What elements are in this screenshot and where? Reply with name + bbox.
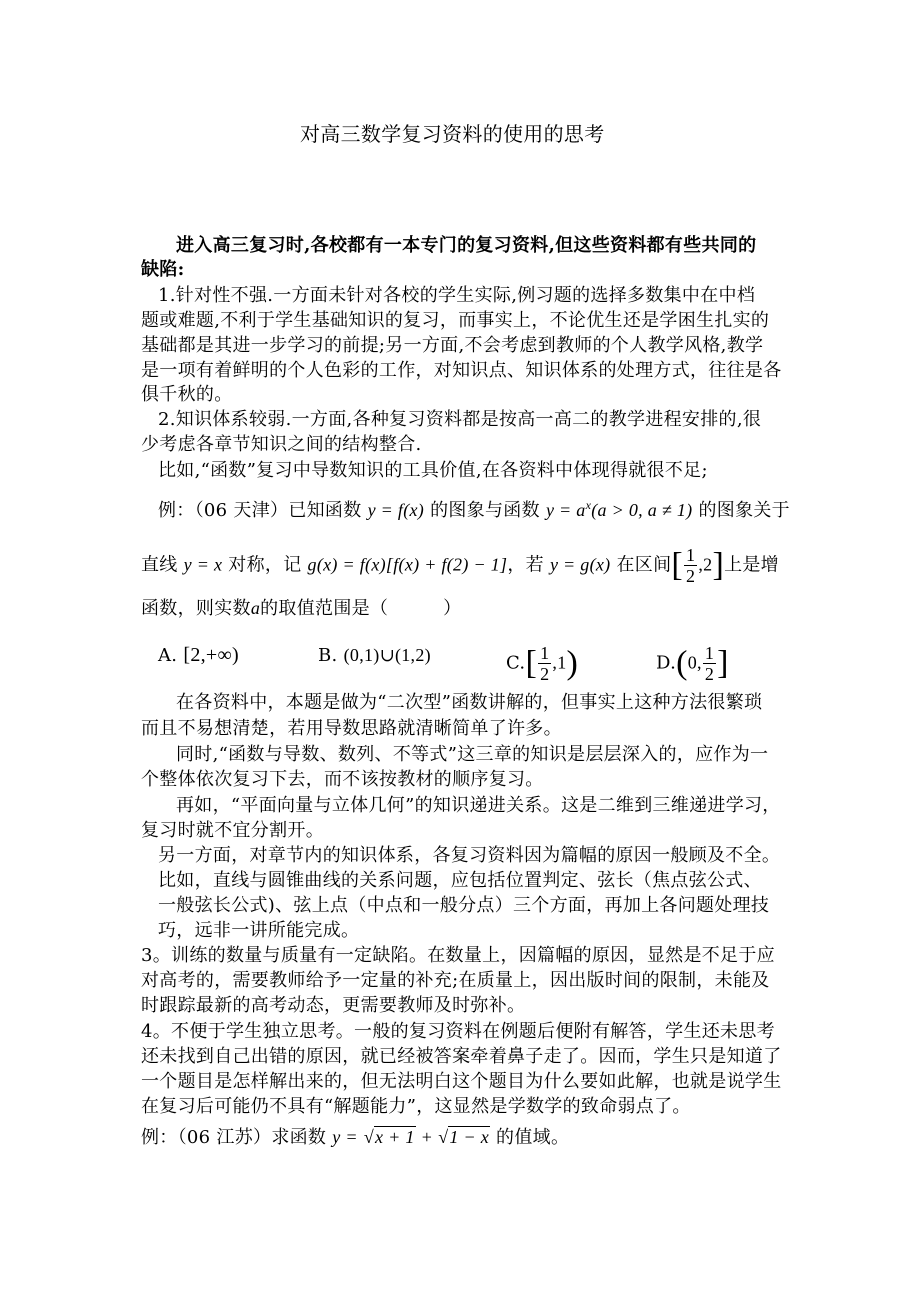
p6-line-2: 复习时就不宜分割开。	[141, 820, 324, 841]
sqrt-symbol-1: √	[363, 1127, 375, 1147]
option-d-bracket-left: (	[676, 644, 688, 682]
example-1-line-3	[141, 596, 461, 621]
math-a-exp	[546, 500, 591, 520]
math-a-exp-base: y = a	[545, 500, 586, 520]
example-1-text-i: 函数，则实数	[141, 598, 251, 619]
option-d-head: 0,	[687, 652, 702, 673]
fraction-num: 1	[686, 545, 696, 565]
option-d	[656, 643, 729, 684]
math-comma-2: ,2	[698, 554, 713, 575]
option-c-den: 2	[540, 664, 550, 684]
p3-line: 比如,“函数”复习中导数知识的工具价值,在各资料中体现得就很不足;	[158, 460, 708, 481]
math-cond: (a > 0, a ≠ 1)	[591, 500, 693, 520]
math-x-sup: x	[585, 498, 592, 512]
p9-line-1: 4。不便于学生独立思考。一般的复习资料在例题后便附有解答，学生还未思考	[141, 1021, 775, 1042]
math-sqrt-fn: y =	[332, 1127, 358, 1147]
option-c-bracket-right: )	[566, 644, 579, 682]
example-2-text-b: 的值域。	[496, 1127, 570, 1148]
p4-line-1: 在各资料中，本题是做为“二次型”函数讲解的，但事实上这种方法很繁琐	[176, 692, 763, 713]
bracket-right: ]	[712, 546, 725, 584]
option-c-bracket-left: [	[525, 644, 538, 682]
fraction-half	[684, 545, 697, 586]
p7-line-3: 一般弦长公式)、弦上点（中点和一般分点）三个方面，再加上各问题处理技	[158, 895, 770, 916]
math-var-a: a	[250, 598, 261, 618]
p9-line-2: 还未找到自己出错的原因，就已经被答案牵着鼻子走了。因而，学生只是知道了	[141, 1046, 782, 1067]
option-d-den: 2	[704, 664, 715, 684]
p1-line-2: 题或难题,不利于学生基础知识的复习，而事实上，不论优生还是学困生扎实的	[141, 310, 770, 331]
option-b-label: B.	[318, 645, 338, 666]
option-d-label: D.	[656, 652, 677, 674]
option-c-num: 1	[540, 643, 550, 663]
intro-line-1: 进入高三复习时,各校都有一本专门的复习资料,但这些资料都有些共同的	[176, 235, 757, 256]
p7-line-2: 比如，直线与圆锥曲线的关系问题，应包括位置判定、弦长（焦点弦公式、	[158, 870, 762, 891]
p7-line-1: 另一方面，对章节内的知识体系，各复习资料因为篇幅的原因一般顾及不全。	[158, 845, 781, 866]
option-b-value: (0,1)∪(1,2)	[343, 645, 431, 665]
option-c	[506, 643, 578, 684]
option-c-label: C.	[506, 652, 526, 674]
example-1-line-2	[141, 545, 779, 586]
option-d-fraction	[703, 643, 716, 684]
math-g-def: g(x) = f(x)[f(x) + f(2) − 1]	[307, 554, 508, 575]
p1-line-1: 1.针对性不强.一方面未针对各校的学生实际,例习题的选择多数集中在中档	[158, 285, 756, 306]
option-a-label: A.	[158, 645, 178, 666]
example-1-text-h: 上是增	[724, 554, 779, 576]
example-1-line-1	[158, 493, 790, 523]
intro-line-2: 缺陷:	[141, 259, 185, 280]
p4-line-2: 而且不易想清楚，若用导数思路就清晰简单了许多。	[141, 718, 562, 739]
example-1-text-e: 对称，记	[228, 554, 302, 576]
sqrt-symbol-2: √	[438, 1127, 449, 1147]
option-d-bracket-right: ]	[717, 644, 729, 682]
p2-line-1: 2.知识体系较弱.一方面,各种复习资料都是按高一高二的教学进程安排的,很	[158, 409, 762, 430]
p2-line-2: 少考虑各章节知识之间的结构整合.	[141, 434, 422, 455]
bracket-left: [	[671, 546, 684, 584]
p9-line-4: 在复习后可能仍不具有“解题能力”，这显然是学数学的致命弱点了。	[141, 1096, 691, 1117]
example-1-text-c: 的图象关于	[698, 500, 790, 521]
p1-line-5: 俱千秋的。	[141, 384, 233, 405]
option-b	[318, 643, 431, 668]
p9-line-3: 一个题目是怎样解出来的，但无法明白这个题目为什么要如此解，也就是说学生	[141, 1071, 782, 1092]
p1-line-3: 基础都是其进一步学习的前提;另一方面,不会考虑到教师的个人教学风格,教学	[141, 335, 764, 356]
p6-line-1: 再如，“平面向量与立体几何”的知识递进关系。这是二维到三维递进学习，	[176, 795, 781, 816]
p8-line-2: 对高考的，需要教师给予一定量的补充;在质量上，因出版时间的限制，未能及	[141, 970, 770, 991]
sqrt-radicand-2: 1 − x	[449, 1127, 490, 1147]
p5-line-2: 个整体依次复习下去，而不该按教材的顺序复习。	[141, 769, 544, 790]
example-2-line	[141, 1125, 569, 1150]
example-1-text-g: 在区间	[616, 554, 672, 576]
option-a	[158, 643, 239, 668]
example-1-text-a: 例：（06 天津）已知函数	[158, 500, 362, 521]
p7-line-4: 巧，远非一讲所能完成。	[158, 920, 360, 941]
example-2-text-a: 例：（06 江苏）求函数	[141, 1127, 327, 1148]
fraction-den: 2	[686, 566, 696, 586]
option-c-fraction	[538, 643, 551, 684]
example-1-text-j: 的取值范围是（ ）	[260, 598, 462, 619]
page-title: 对高三数学复习资料的使用的思考	[300, 122, 605, 146]
sqrt-radicand-1: x + 1	[375, 1127, 415, 1147]
math-f-def: y = f(x)	[367, 500, 425, 520]
option-c-tail: ,1	[552, 652, 567, 673]
math-y-eq-x: y = x	[183, 554, 223, 575]
option-d-num: 1	[704, 643, 715, 663]
example-1-text-d: 直线	[141, 554, 178, 576]
math-plus: +	[421, 1127, 433, 1147]
example-1-text-b: 的图象与函数	[430, 500, 540, 521]
option-a-value: [2,+∞)	[183, 644, 240, 666]
math-y-gx: y = g(x)	[549, 554, 611, 575]
p5-line-1: 同时,“函数与导数、数列、不等式”这三章的知识是层层深入的，应作为一	[176, 744, 769, 765]
p1-line-4: 是一项有着鲜明的个人色彩的工作，对知识点、知识体系的处理方式，往往是各	[141, 360, 782, 381]
p8-line-1: 3。训练的数量与质量有一定缺陷。在数量上，因篇幅的原因，显然是不足于应	[141, 945, 775, 966]
example-1-text-f: ，若	[507, 554, 544, 576]
p8-line-3: 时跟踪最新的高考动态，更需要教师及时弥补。	[141, 995, 526, 1016]
